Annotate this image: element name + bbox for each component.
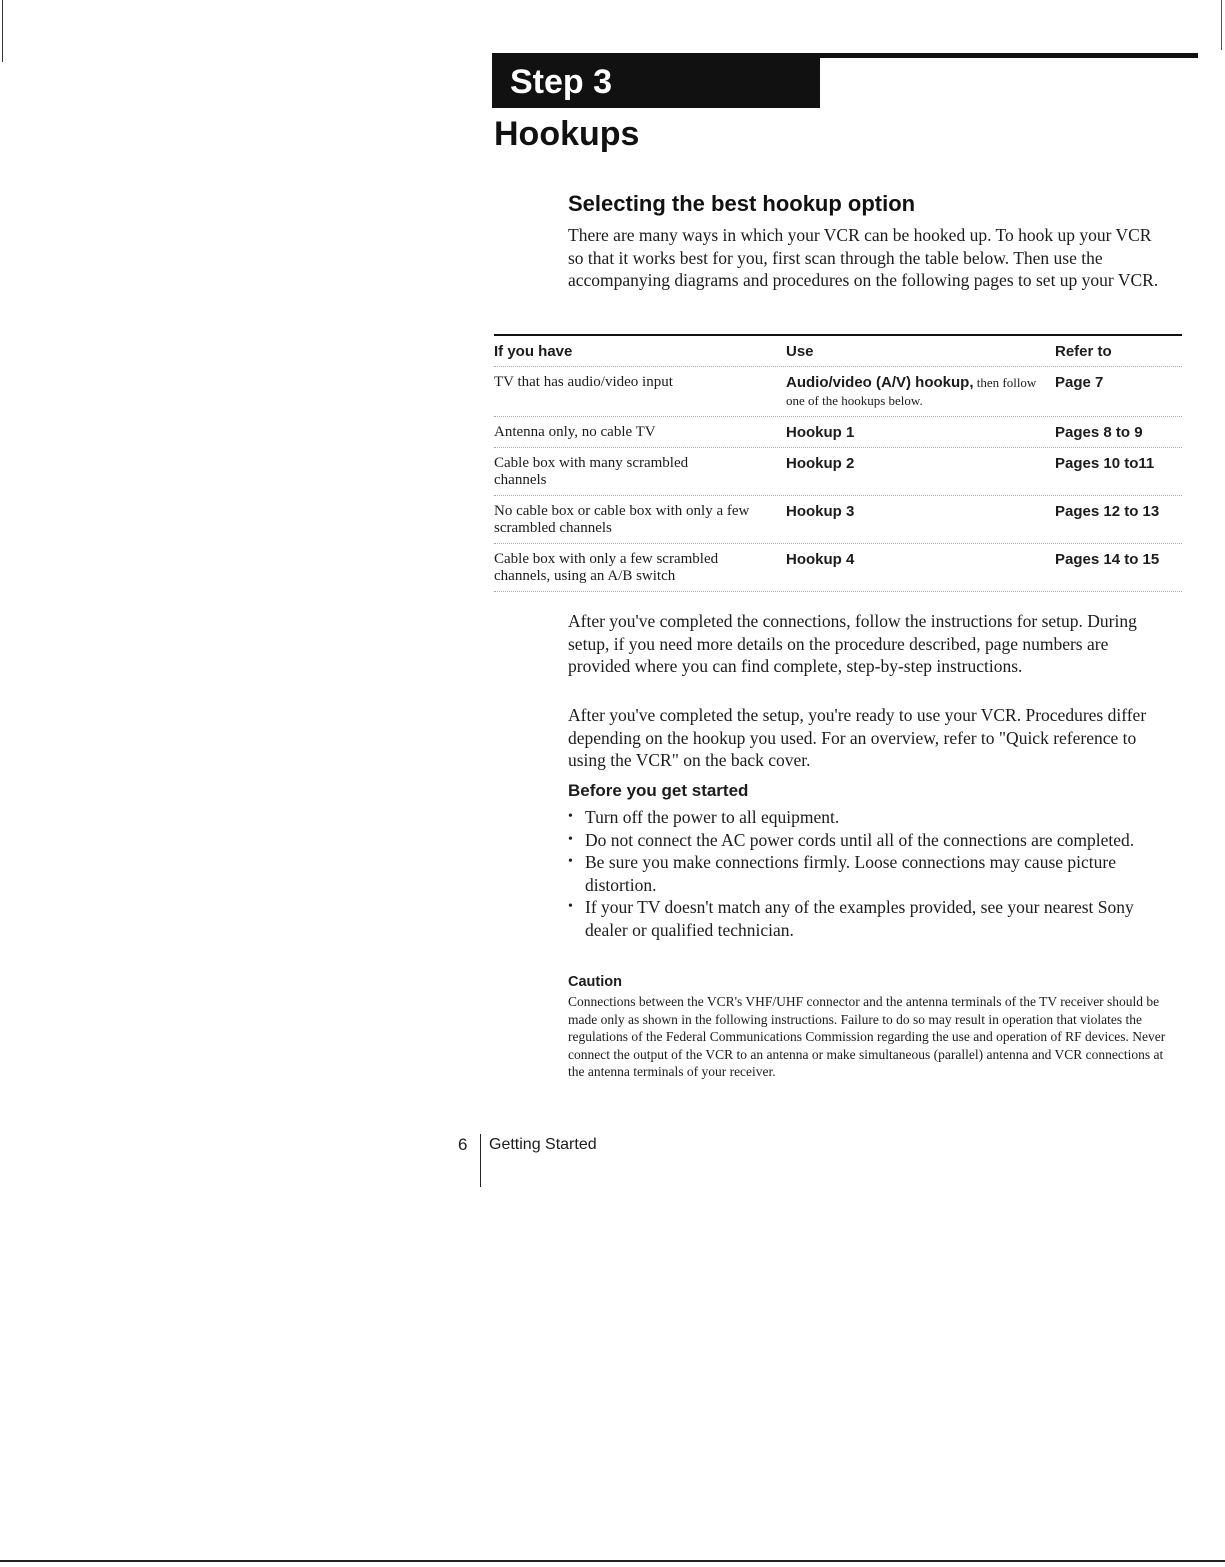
scan-edge-bottom [0,1560,1225,1562]
list-item [568,851,1173,896]
bullet-icon: • [568,899,573,914]
list-item [568,896,1173,941]
step-banner [492,58,820,108]
cell-use-label: Hookup 1 [786,424,855,441]
list-item-text: Turn off the power to all equipment. [585,807,840,827]
scan-edge-right [1221,0,1222,50]
list-item [568,829,1173,852]
table-row [494,367,1182,417]
cell-refer: Page 7 [1055,374,1104,391]
before-you-start-heading: Before you get started [568,781,749,800]
step-label: Step 3 [510,63,613,101]
caution-heading: Caution [568,974,622,990]
list-item-text: Do not connect the AC power cords until all of the connections are completed. [585,829,1135,850]
hookup-table [494,334,1182,592]
cell-use-note: then follow one of the hookups below. [786,375,1037,408]
cell-have: TV that has audio/video input [494,374,673,390]
footer-rule [480,1134,481,1187]
list-item [568,806,1173,829]
caution-text: Connections between the VCR's VHF/UHF connector and the antenna terminals of the TV receiver should be made only as shown in the following instructions. Failure to do so may result in operation that violates the regulations of the Federal Communications Commission regarding the use and operation of RF devices. Never connect the output of the VCR to an antenna or make simultaneous (parallel) antenna and VCR connections at the antenna terminals of your receiver. [568,994,1166,1079]
table-row [494,544,1182,592]
header-if-you-have: If you have [494,342,573,360]
cell-refer: Pages 14 to 15 [1055,551,1160,568]
page-title: Hookups [494,115,640,153]
header-use: Use [786,342,814,360]
section-heading: Selecting the best hookup option [568,191,916,216]
cell-have: No cable box or cable box with only a few scrambled channels [494,503,750,536]
cell-refer: Pages 10 to11 [1055,455,1155,472]
cell-use-label: Hookup 3 [786,503,855,520]
cell-have: Cable box with many scrambled channels [494,455,689,488]
cell-refer: Pages 8 to 9 [1055,424,1143,441]
table-row [494,417,1182,448]
table-row [494,448,1182,496]
scan-edge-left [2,0,3,62]
footer-section-label: Getting Started [489,1136,597,1153]
cell-refer: Pages 12 to 13 [1055,503,1160,520]
usage-paragraph: After you've completed the setup, you're ready to use your VCR. Procedures differ depending on the hookup you used. For an overview, refer to "Quick reference to using the VCR" on the back cover. [568,705,1147,770]
cell-use-label: Hookup 2 [786,455,855,472]
table-header-row [494,336,1182,367]
setup-paragraph: After you've completed the connections, follow the instructions for setup. During setup, if you need more details on the procedure described, page numbers are provided where you can find complete, step-by-step instructions. [568,611,1137,676]
cell-have: Cable box with only a few scrambled channels, using an A/B switch [494,551,719,584]
before-you-start-list [568,806,1173,941]
cell-use [786,374,1055,410]
cell-use-label: Hookup 4 [786,551,855,568]
table-row [494,496,1182,544]
header-refer-to: Refer to [1055,342,1112,360]
list-item-text: If your TV doesn't match any of the examples provided, see your nearest Sony dealer or qualified technician. [585,897,1134,940]
bullet-icon: • [568,854,573,869]
intro-paragraph: There are many ways in which your VCR can be hooked up. To hook up your VCR so that it works best for you, first scan through the table below. Then use the accompanying diagrams and procedures on the following pages to set up your VCR. [568,225,1159,290]
cell-have: Antenna only, no cable TV [494,424,656,440]
bullet-icon: • [568,831,573,847]
list-item-text: Be sure you make connections firmly. Loose connections may cause picture distortion. [585,852,1116,895]
cell-use-label: Audio/video (A/V) hookup, [786,374,974,391]
bullet-icon: • [568,809,573,824]
page-number: 6 [458,1135,468,1154]
